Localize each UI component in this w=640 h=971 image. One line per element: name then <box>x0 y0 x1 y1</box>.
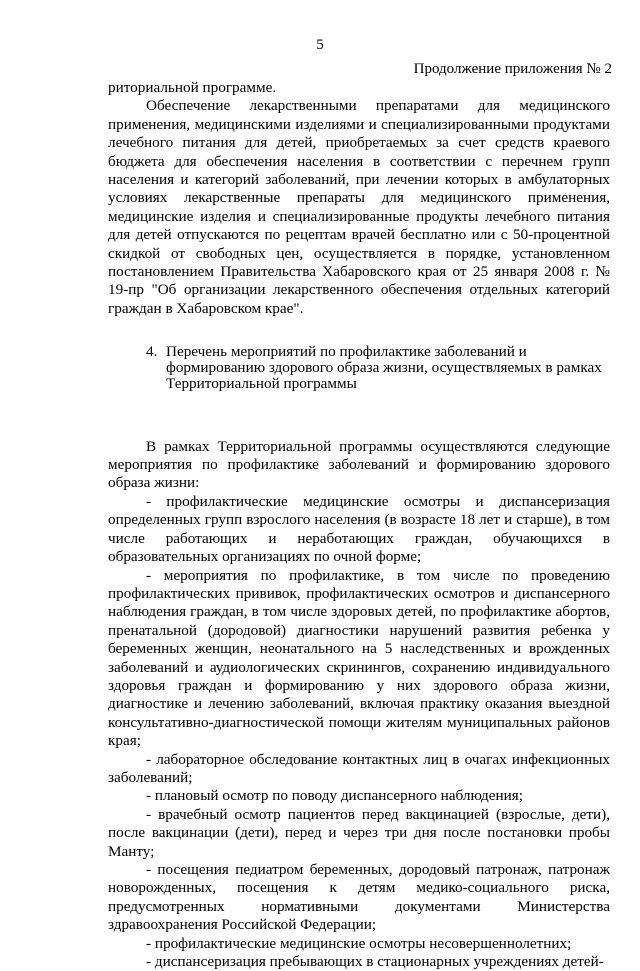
list-item: - профилактические медицинские осмотры несовершеннолетних; <box>146 934 572 952</box>
section-title: Перечень мероприятий по профилактике заболеваний и формированию здорового образа жизни, осуществляемых в рамках Территориальной программы <box>166 343 602 392</box>
paragraph-continued: риториальной программе. <box>108 79 277 96</box>
list-item: - мероприятия по профилактике, в том числе по проведению профилактических прививок, профилактических осмотров и диспансерного наблюдения граждан, в том числе здоровых детей, по профилактике абортов, пренатальной (дородовой) диагностики нарушений развития ребенка у беременных женщин, неонатального на 5 наследственных и врожденных заболеваний и аудиологических скринингов, сохранению индивидуального здоровья граждан и формированию у них здорового образа жизни, диагностике и лечению заболеваний, включая практику оказания выездной консультативно-диагностической помощи жителям муниципальных районов края; <box>108 566 610 750</box>
paragraph-medication-provision: Обеспечение лекарственными препаратами для медицинского применения, медицинскими изделиями и специализированными продуктами лечебного питания для детей, приобретаемых за счет средств краевого бюджета для обеспечения населения в соответствии с перечнем групп населения и категорий заболеваний, при лечении которых в амбулаторных условиях лекарственные препараты для медицинского применения, медицинские изделия и специализированные продукты лечебного питания для детей отпускаются по рецептам врачей бесплатно или с 50-процентной скидкой от свободных цен, осуществляется в порядке, установленном постановлением Правительства Хабаровского края от 25 января 2008 г. № 19-пр "Об организации лекарственного обеспечения отдельных категорий граждан в Хабаровском крае". <box>108 97 610 317</box>
document-body <box>108 79 610 971</box>
list-item: - врачебный осмотр пациентов перед вакцинацией (взрослые, дети), после вакцинации (дети), перед и через три дня после постановки пробы Манту; <box>108 805 610 860</box>
list-item: - диспансеризация пребывающих в стационарных учреждениях детей- <box>146 953 604 971</box>
list-item: - посещения педиатром беременных, дородовый патронаж, патронаж новорожденных, посещения к детям медико-социального риска, предусмотренных нормативными документами Министерства здравоохранения Российской Федерации; <box>108 861 610 934</box>
appendix-continuation-note: Продолжение приложения № 2 <box>413 61 612 77</box>
list-item: - профилактические медицинские осмотры и диспансеризация определенных групп взрослого населения (в возрасте 18 лет и старше), в том числе работающих и неработающих граждан, обучающихся в образовательных организациях по очной форме; <box>108 492 610 566</box>
page-number: 5 <box>316 37 324 53</box>
list-item: - плановый осмотр по поводу диспансерного наблюдения; <box>146 787 523 805</box>
paragraph-intro: В рамках Территориальной программы осуществляются следующие мероприятия по профилактике заболеваний и формированию здорового образа жизни: <box>108 437 610 492</box>
section-number: 4. <box>146 343 158 361</box>
section-heading <box>108 344 610 391</box>
list-item: - лабораторное обследование контактных лиц в очагах инфекционных заболеваний; <box>108 750 610 786</box>
